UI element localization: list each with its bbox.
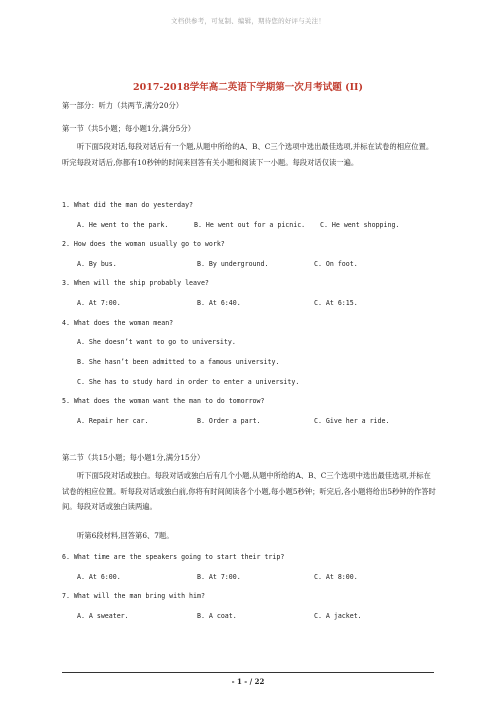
watermark: 文档供参考，可复制、编辑，期待您的好评与关注！ bbox=[170, 17, 326, 25]
page-title: 2017-2018学年高二英语下学期第一次月考试题 (II) bbox=[132, 82, 363, 93]
question-5-stem: 5. What does the woman want the man to do tomorrow? bbox=[62, 397, 265, 405]
question-7-option-b: B. A coat. bbox=[197, 612, 237, 620]
section-heading-2: 第二节（共15小题；每小题1分,满分15分） bbox=[62, 453, 205, 462]
section-note: 听第6段材料,回答第6、7题。 bbox=[77, 531, 174, 540]
question-5-option-b: B. Order a part. bbox=[197, 417, 261, 425]
question-6-option-a: A. At 6:00. bbox=[77, 573, 121, 581]
section-heading-1: 第一节（共5小题；每小题1分,满分5分） bbox=[62, 124, 195, 133]
question-7-option-c: C. A jacket. bbox=[314, 612, 362, 620]
question-4-option-a: A. She doesn’t want to go to university. bbox=[77, 338, 236, 346]
question-4-option-b: B. She hasn’t been admitted to a famous university. bbox=[77, 358, 280, 366]
part-heading: 第一部分：听力（共两节,满分20分） bbox=[62, 101, 184, 110]
question-2-option-a: A. By bus. bbox=[77, 260, 117, 268]
section-instructions-1: 听下面5段对话,每段对话后有一个题,从题中所给的A、B、C三个选项中选出最佳选项,并标在试卷的相应位置。听完每段对话后,你都有10秒钟的时间来回答有关小题和阅读下一小题。每段对话仅读一遍。 bbox=[62, 142, 434, 167]
question-2-option-c: C. On foot. bbox=[314, 260, 358, 268]
question-3-option-a: A. At 7:00. bbox=[77, 299, 121, 307]
question-4-stem: 4. What does the woman mean? bbox=[62, 319, 174, 327]
question-1-stem: 1. What did the man do yesterday? bbox=[62, 201, 194, 209]
section-instructions-2: 听下面5段对话或独白。每段对话或独白后有几个小题,从题中所给的A、B、C三个选项中选出最佳选项,并标在试卷的相应位置。听每段对话或独白前,你将有时间阅读各个小题,每小题5秒钟；听完后,各小题将给出5秒钟的作答时间。每段对话或独白读两遍。 bbox=[62, 471, 436, 511]
question-6-option-c: C. At 8:00. bbox=[314, 573, 358, 581]
question-5-option-c: C. Give her a ride. bbox=[314, 417, 390, 425]
question-6-stem: 6. What time are the speakers going to start their trip? bbox=[62, 553, 285, 561]
footer-divider bbox=[62, 672, 434, 673]
question-6-option-b: B. At 7:00. bbox=[197, 573, 241, 581]
question-2-stem: 2. How does the woman usually go to work? bbox=[62, 240, 225, 248]
question-1-option-a: A. He went to the park. bbox=[77, 221, 169, 229]
question-7-option-a: A. A sweater. bbox=[77, 612, 129, 620]
question-3-stem: 3. When will the ship probably leave? bbox=[62, 279, 209, 287]
question-2-option-b: B. By underground. bbox=[197, 260, 269, 268]
question-3-option-c: C. At 6:15. bbox=[314, 299, 358, 307]
question-3-option-b: B. At 6:40. bbox=[197, 299, 241, 307]
question-7-stem: 7. What will the man bring with him? bbox=[62, 592, 205, 600]
question-5-option-a: A. Repair her car. bbox=[77, 417, 149, 425]
question-4-option-c: C. She has to study hard in order to enter a university. bbox=[77, 378, 300, 386]
page-number: - 1 - / 22 bbox=[231, 677, 265, 686]
question-1-option-c: C. He went shopping. bbox=[320, 221, 400, 229]
question-1-option-b: B. He went out for a picnic. bbox=[194, 221, 306, 229]
